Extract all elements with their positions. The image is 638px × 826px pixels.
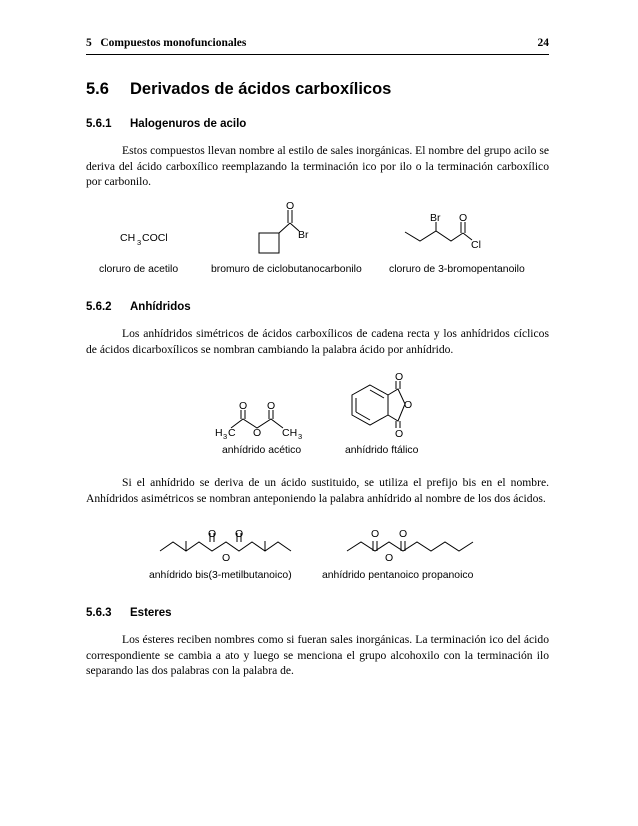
chain bbox=[160, 542, 291, 551]
paragraph-anhidridos: Los anhídridos simétricos de ácidos carboxílicos de cadena recta y los anhídridos cíclicos de ácidos dicarboxílicos se nombran cambiando la palabra ácido por anhídrido. bbox=[86, 327, 549, 356]
atom-ch: CH bbox=[282, 427, 298, 439]
atom-br: Br bbox=[298, 229, 309, 241]
subsection-title: Esteres bbox=[130, 607, 172, 619]
atom-o: O bbox=[286, 200, 295, 212]
atom-o-right: O bbox=[267, 400, 276, 412]
atom-o: O bbox=[459, 212, 468, 224]
paragraph-esteres: Los ésteres reciben nombres como si fueran sales inorgánicas. La terminación ico del ácido correspondiente se cambia a ato y luego se menciona el grupo alcohoxilo con la terminación ilo separando las dos palabras con la palabra de. bbox=[86, 633, 549, 677]
atom-o-top: O bbox=[395, 371, 404, 383]
paragraph-anhidridos-2: Si el anhídrido se deriva de un ácido sustituido, se utiliza el prefijo bis en el nombre. Anhídridos asimétricos se nombran anteponiendo la palabra anhídrido al nombre de los dos ácidos. bbox=[86, 476, 549, 505]
atom-o-left: O bbox=[371, 528, 380, 540]
page-number: 24 bbox=[537, 37, 549, 49]
caption-cyclobutanecarbonyl-bromide: bromuro de ciclobutanocarbonilo bbox=[211, 264, 362, 275]
atom-o-ring: O bbox=[404, 399, 413, 411]
atom-h: H bbox=[215, 427, 223, 439]
atom-o-bridge: O bbox=[253, 427, 262, 439]
caption-acetyl-chloride: cloruro de acetilo bbox=[99, 264, 179, 275]
atom-o-bottom: O bbox=[395, 428, 404, 440]
subsection-number: 5.6.3 bbox=[86, 607, 112, 619]
atom-o-bridge: O bbox=[222, 552, 231, 564]
formula-sub-3: 3 bbox=[137, 238, 142, 247]
atom-o-bridge: O bbox=[385, 552, 394, 564]
section-number: 5.6 bbox=[86, 80, 109, 98]
caption-bromopentanoyl-chloride: cloruro de 3-bromopentanoilo bbox=[389, 264, 525, 275]
subsection-heading-esteres bbox=[86, 607, 172, 619]
caption-acetic-anhydride: anhídrido acético bbox=[222, 445, 302, 456]
caption-pentanoic-propanoic-anhydride: anhídrido pentanoico propanoico bbox=[322, 570, 474, 581]
atom-br: Br bbox=[430, 212, 441, 224]
atom-cl: Cl bbox=[471, 239, 481, 251]
formula-ch: CH bbox=[120, 232, 136, 244]
chain bbox=[347, 542, 473, 551]
subsection-number: 5.6.2 bbox=[86, 301, 112, 313]
structure-bis-anhydride bbox=[160, 528, 291, 564]
atom-o-right: O bbox=[235, 528, 244, 540]
paragraph-halogenuros: Estos compuestos llevan nombre al estilo de sales inorgánicas. El nombre del grupo acilo se deriva del ácido carboxílico reemplazando la terminación ico por ilo o la terminación carboxílico por carbonilo. bbox=[86, 144, 549, 188]
formula-cocl: COCl bbox=[142, 232, 168, 244]
atom-o-left: O bbox=[239, 400, 248, 412]
caption-phthalic-anhydride: anhídrido ftálico bbox=[345, 445, 419, 456]
caption-bis-anhydride: anhídrido bis(3-metilbutanoico) bbox=[149, 570, 292, 581]
subsection-title: Halogenuros de acilo bbox=[130, 118, 247, 130]
atom-o-right: O bbox=[399, 528, 408, 540]
subsection-number: 5.6.1 bbox=[86, 118, 112, 130]
subsection-title: Anhídridos bbox=[130, 301, 191, 313]
sub-3-left: 3 bbox=[223, 432, 228, 441]
section-title: Derivados de ácidos carboxílicos bbox=[130, 80, 392, 98]
atom-o-left: O bbox=[208, 528, 217, 540]
chapter-title: 5 Compuestos monofuncionales bbox=[86, 37, 247, 49]
sub-3-right: 3 bbox=[298, 432, 303, 441]
atom-c: C bbox=[228, 427, 236, 439]
structure-pentanoic-propanoic-anhydride bbox=[347, 528, 473, 564]
